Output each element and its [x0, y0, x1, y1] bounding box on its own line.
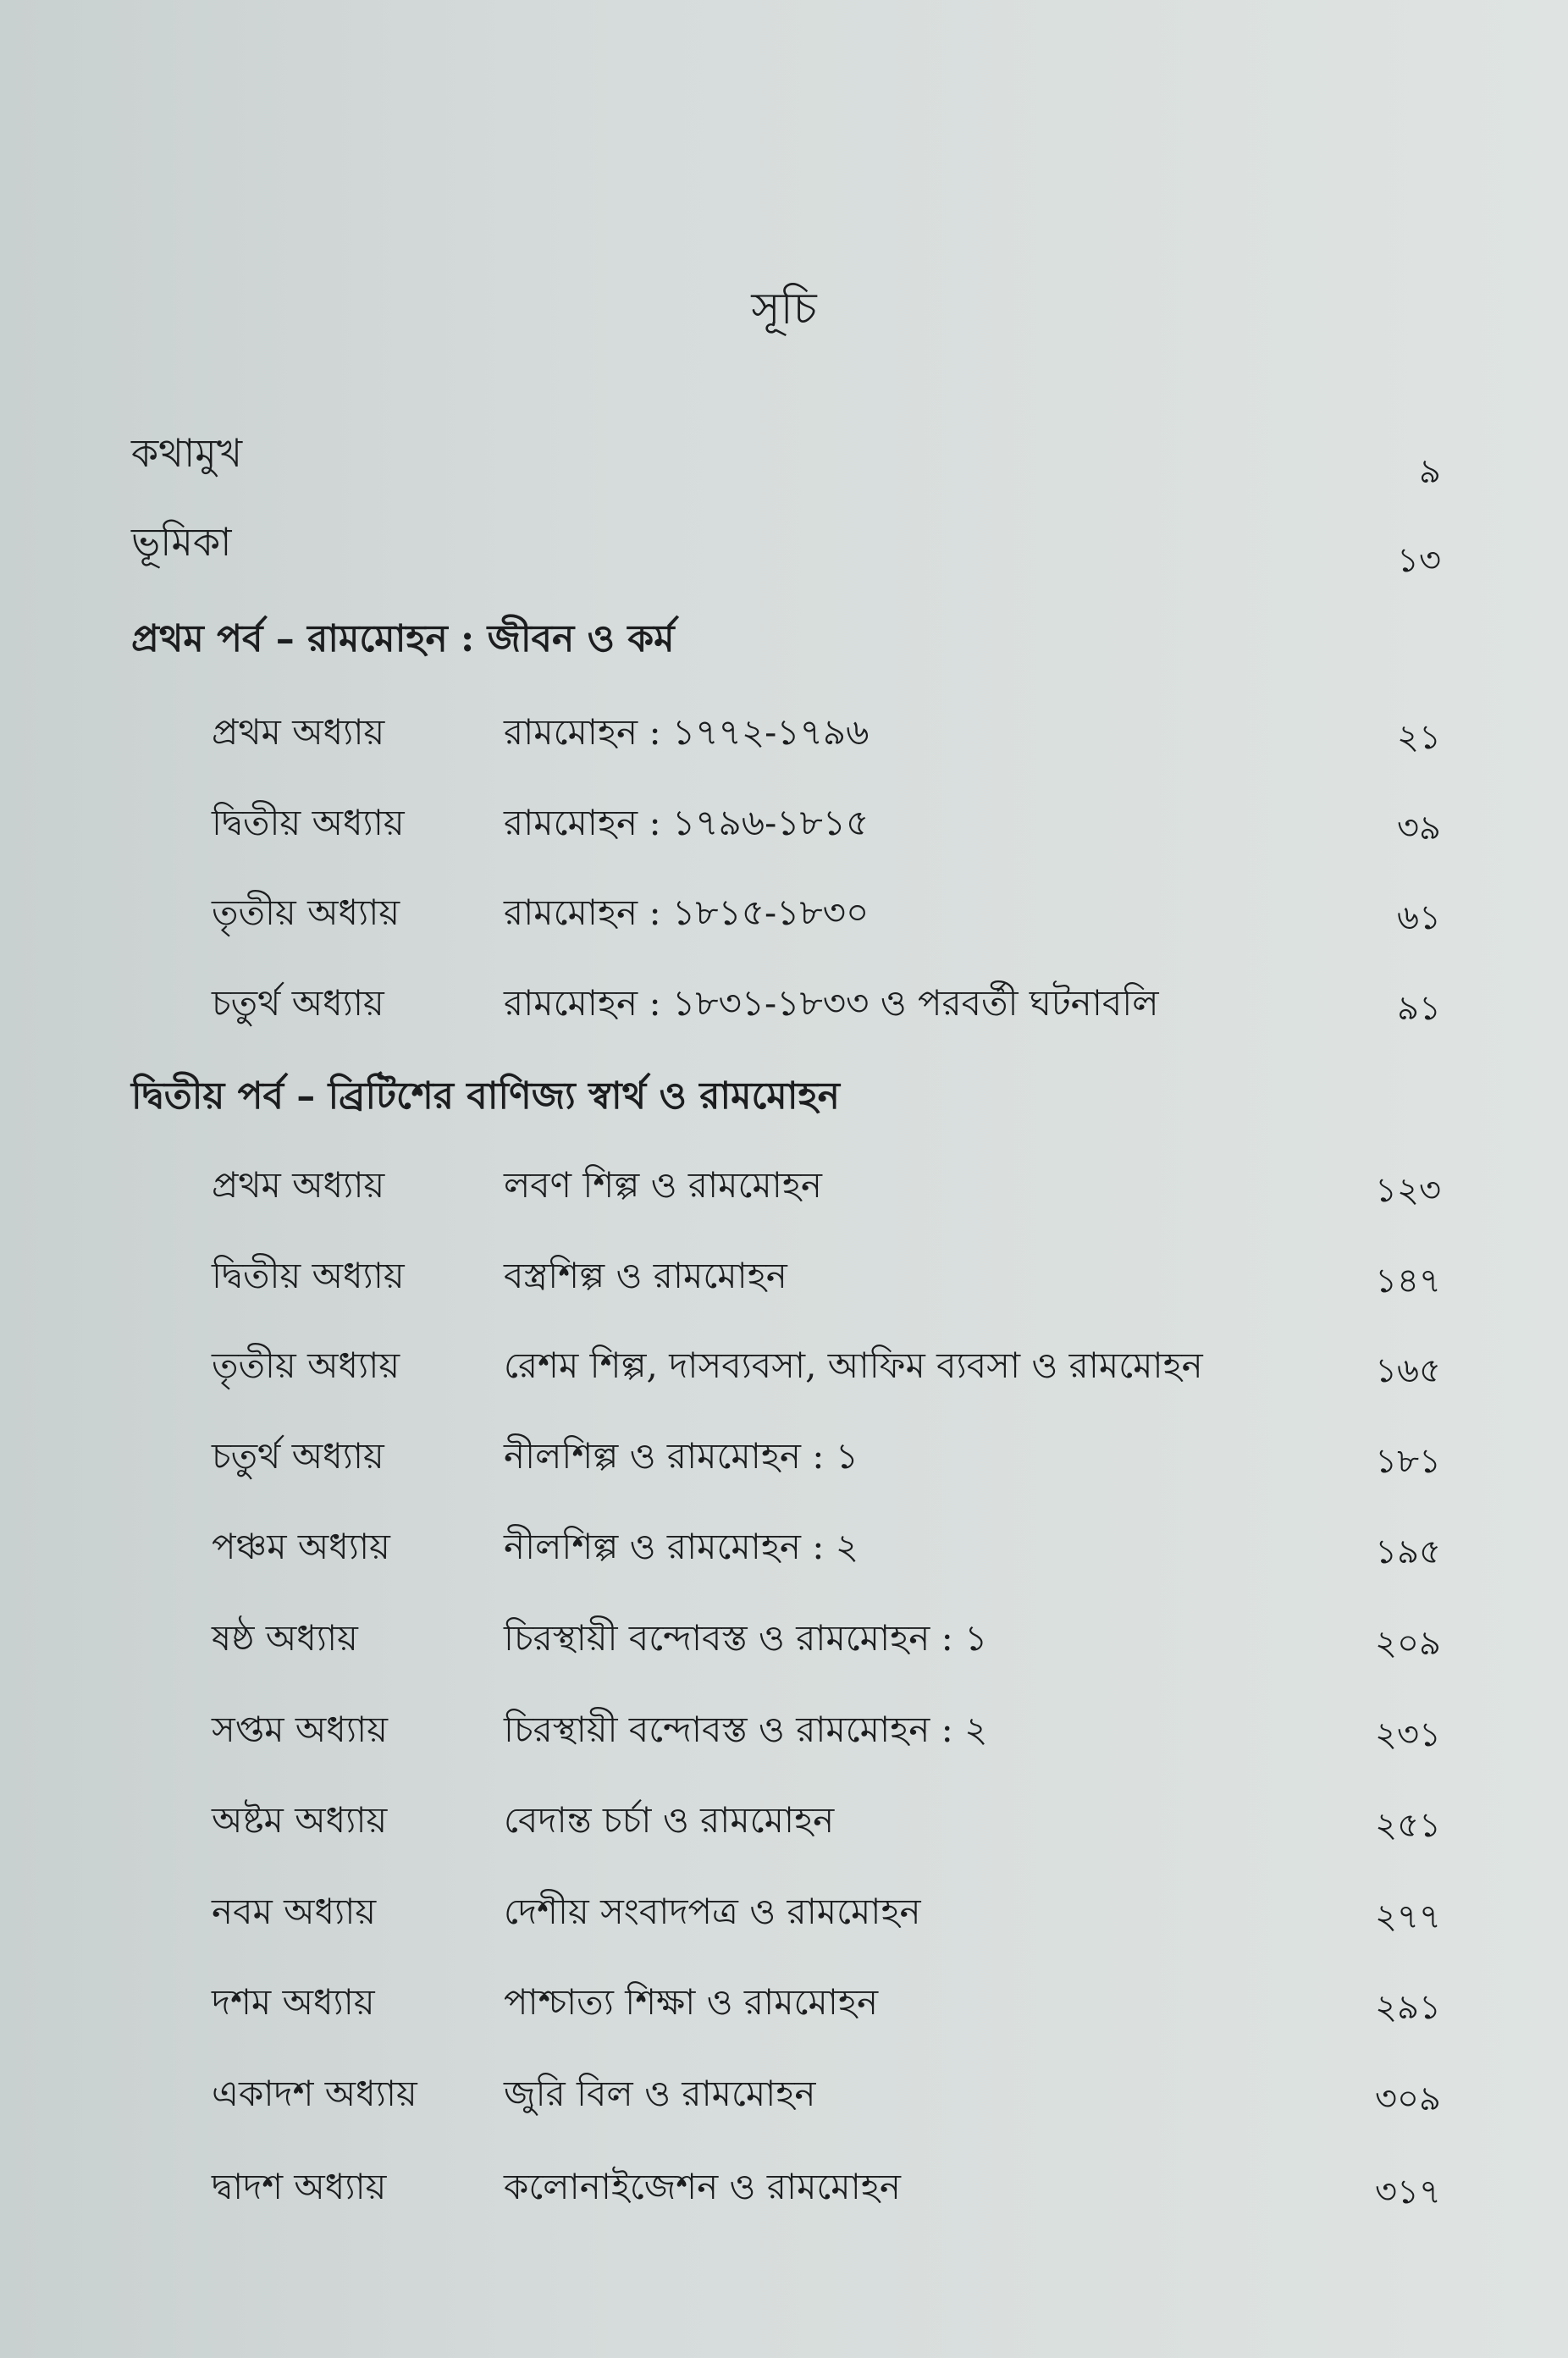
chapter-title: কলোনাইজেশন ও রামমোহন — [504, 2166, 901, 2207]
chapter-number: চতুর্থ অধ্যায় — [212, 982, 384, 1024]
entry-page-number: ৯ — [1419, 452, 1441, 491]
entry-label: ভূমিকা — [131, 519, 232, 565]
chapter-page-number: ২৭৭ — [1374, 1897, 1441, 1936]
chapter-title: নীলশিল্প ও রামমোহন : ১ — [504, 1435, 859, 1477]
chapter-page-number: ১৮১ — [1375, 1442, 1441, 1481]
chapter-page-number: ২৩১ — [1375, 1715, 1441, 1754]
chapter-number: চতুর্থ অধ্যায় — [212, 1435, 384, 1477]
toc-row — [0, 1609, 1568, 1676]
chapter-page-number: ২১ — [1397, 718, 1441, 757]
part-label: দ্বিতীয় পর্ব – ব্রিটিশের বাণিজ্য স্বার্থ ও রামমোহন — [131, 1074, 840, 1118]
chapter-title: লবণ শিল্প ও রামমোহন — [504, 1164, 822, 1206]
toc-row — [0, 1973, 1568, 2040]
chapter-title: নীলশিল্প ও রামমোহন : ২ — [504, 1526, 859, 1567]
part-heading-2 — [0, 1067, 1568, 1135]
toc-row — [0, 1700, 1568, 1768]
part-heading-1 — [0, 610, 1568, 677]
chapter-title: চিরস্থায়ী বন্দোবস্ত ও রামমোহন : ২ — [504, 1709, 988, 1750]
chapter-number: অষ্টম অধ্যায় — [212, 1799, 388, 1841]
chapter-title: চিরস্থায়ী বন্দোবস্ত ও রামমোহন : ১ — [504, 1617, 988, 1659]
chapter-page-number: ১২৩ — [1375, 1171, 1441, 1210]
chapter-page-number: ৬১ — [1397, 898, 1441, 937]
chapter-number: ষষ্ঠ অধ্যায় — [212, 1617, 358, 1659]
toc-entry-foreword — [0, 423, 1568, 491]
chapter-title: বস্ত্রশিল্প ও রামমোহন — [504, 1255, 787, 1296]
chapter-number: সপ্তম অধ্যায় — [212, 1709, 388, 1750]
chapter-page-number: ১৪৭ — [1375, 1262, 1441, 1300]
chapter-title: রামমোহন : ১৭৭২-১৭৯৬ — [504, 711, 870, 753]
chapter-number: দশম অধ্যায় — [212, 1981, 375, 2023]
chapter-title: দেশীয় সংবাদপত্র ও রামমোহন — [504, 1891, 921, 1932]
chapter-number: প্রথম অধ্যায় — [212, 711, 385, 753]
toc-row — [0, 1517, 1568, 1585]
chapter-page-number: ৯১ — [1397, 989, 1441, 1028]
entry-page-number: ১৩ — [1397, 541, 1441, 580]
toc-row — [0, 1427, 1568, 1494]
chapter-number: পঞ্চম অধ্যায় — [212, 1526, 390, 1567]
chapter-page-number: ২৯১ — [1375, 1988, 1441, 2027]
chapter-number: একাদশ অধ্যায় — [212, 2073, 417, 2114]
toc-row — [0, 793, 1568, 861]
part-label: প্রথম পর্ব – রামমোহন : জীবন ও কর্ম — [131, 617, 675, 660]
chapter-number: দ্বিতীয় অধ্যায় — [212, 802, 405, 843]
chapter-page-number: ৩১৭ — [1375, 2173, 1441, 2212]
toc-entry-introduction — [0, 512, 1568, 580]
chapter-number: তৃতীয় অধ্যায় — [212, 1345, 400, 1386]
toc-row — [0, 2157, 1568, 2225]
chapter-number: নবম অধ্যায় — [212, 1891, 377, 1932]
toc-row — [0, 883, 1568, 951]
chapter-number: দ্বিতীয় অধ্যায় — [212, 1255, 405, 1296]
entry-label: কথামুখ — [131, 430, 243, 476]
chapter-title: বেদান্ত চর্চা ও রামমোহন — [504, 1799, 835, 1841]
chapter-number: প্রথম অধ্যায় — [212, 1164, 385, 1206]
chapter-page-number: ২৫১ — [1375, 1806, 1441, 1845]
chapter-page-number: ৩০৯ — [1375, 2079, 1441, 2118]
toc-row — [0, 1791, 1568, 1858]
chapter-title: রামমোহন : ১৮১৫-১৮৩০ — [504, 892, 870, 933]
toc-row — [0, 2064, 1568, 2132]
page-title: সূচি — [751, 284, 817, 334]
chapter-page-number: ১৯৫ — [1375, 1532, 1441, 1571]
chapter-title: রামমোহন : ১৮৩১-১৮৩৩ ও পরবর্তী ঘটনাবলি — [504, 982, 1159, 1024]
toc-row — [0, 1882, 1568, 1950]
chapter-page-number: ১৬৫ — [1375, 1351, 1441, 1390]
chapter-page-number: ২০৯ — [1375, 1624, 1441, 1663]
toc-row — [0, 1156, 1568, 1223]
chapter-title: পাশ্চাত্য শিক্ষা ও রামমোহন — [504, 1981, 879, 2023]
toc-row — [0, 1336, 1568, 1404]
chapter-number: দ্বাদশ অধ্যায় — [212, 2166, 387, 2207]
chapter-title: রেশম শিল্প, দাসব্যবসা, আফিম ব্যবসা ও রামমোহন — [504, 1345, 1203, 1386]
chapter-title: জুরি বিল ও রামমোহন — [504, 2073, 816, 2114]
toc-row — [0, 1246, 1568, 1314]
toc-row — [0, 703, 1568, 770]
chapter-number: তৃতীয় অধ্যায় — [212, 892, 400, 933]
chapter-title: রামমোহন : ১৭৯৬-১৮১৫ — [504, 802, 870, 843]
toc-row — [0, 974, 1568, 1041]
chapter-page-number: ৩৯ — [1397, 809, 1441, 848]
